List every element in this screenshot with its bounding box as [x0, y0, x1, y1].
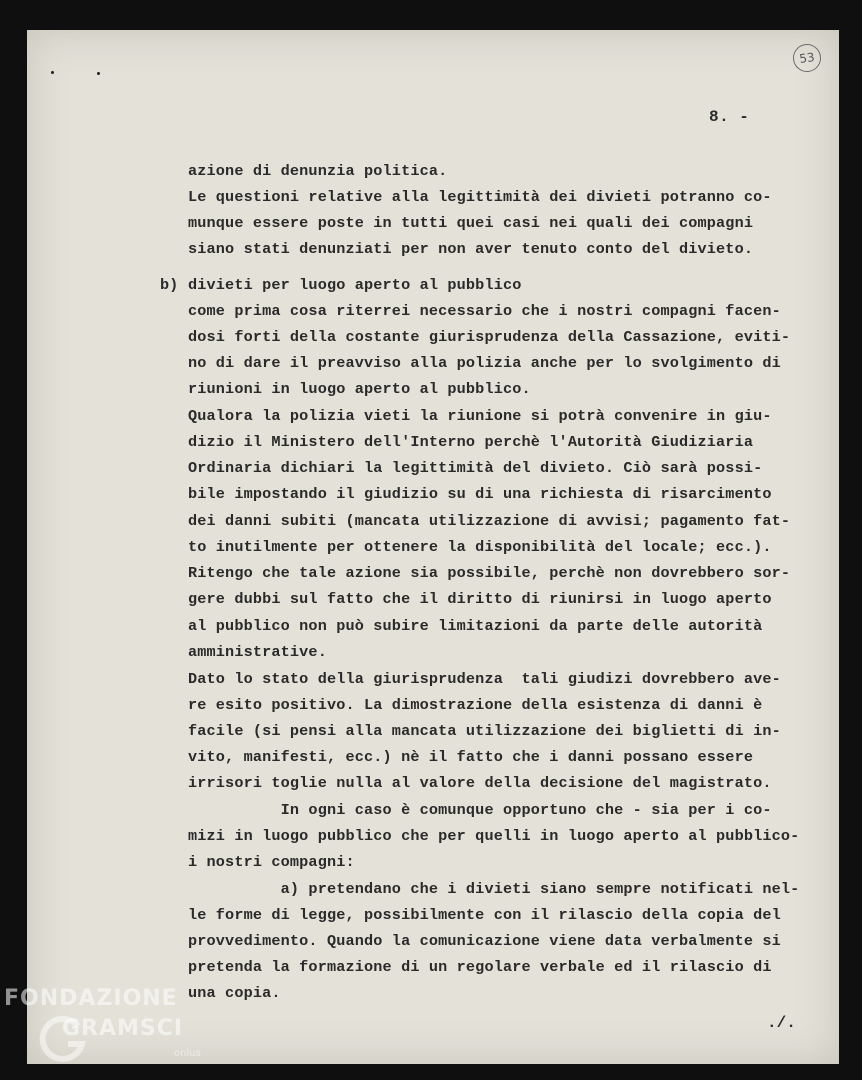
- text-line: Le questioni relative alla legittimità dei divieti potranno co-: [188, 188, 772, 206]
- ink-speck: [97, 72, 100, 75]
- text-line: to inutilmente per ottenere la disponibilità del locale; ecc.).: [188, 538, 772, 556]
- text-line: i nostri compagni:: [188, 853, 355, 871]
- text-line: dosi forti della costante giurisprudenza della Cassazione, eviti-: [188, 328, 791, 346]
- text-line: dizio il Ministero dell'Interno perchè l'Autorità Giudiziaria: [188, 433, 754, 451]
- text-line: vito, manifesti, ecc.) nè il fatto che i danni possano essere: [188, 748, 754, 766]
- text-line: una copia.: [188, 984, 281, 1002]
- text-line: bile impostando il giudizio su di una richiesta di risarcimento: [188, 485, 772, 503]
- archive-number-stamp: 53: [791, 42, 823, 74]
- text-line: siano stati denunziati per non aver tenuto conto del divieto.: [188, 240, 754, 258]
- text-line: no di dare il preavviso alla polizia anche per lo svolgimento di: [188, 354, 781, 372]
- text-line: gere dubbi sul fatto che il diritto di riunirsi in luogo aperto: [188, 590, 772, 608]
- section-marker-b: b): [160, 276, 179, 294]
- typewritten-page: [27, 30, 839, 1064]
- text-line: amministrative.: [188, 643, 327, 661]
- fondazione-gramsci-watermark: [4, 986, 214, 1078]
- watermark-line-3: onlus: [174, 1048, 201, 1059]
- text-line: provvedimento. Quando la comunicazione viene data verbalmente si: [188, 932, 781, 950]
- text-line: azione di denunzia politica.: [188, 162, 448, 180]
- continuation-mark: ./.: [767, 1014, 796, 1032]
- text-line: Ordinaria dichiari la legittimità del divieto. Ciò sarà possi-: [188, 459, 763, 477]
- text-line: mizi in luogo pubblico che per quelli in luogo aperto al pubblico-: [188, 827, 800, 845]
- text-line: le forme di legge, possibilmente con il rilascio della copia del: [188, 906, 781, 924]
- watermark-line-2: GRAMSCI: [62, 1016, 184, 1041]
- text-line: come prima cosa riterrei necessario che i nostri compagni facen-: [188, 302, 781, 320]
- text-line: al pubblico non può subire limitazioni da parte delle autorità: [188, 617, 763, 635]
- text-line: a) pretendano che i divieti siano sempre notificati nel-: [188, 880, 800, 898]
- text-line: Qualora la polizia vieti la riunione si potrà convenire in giu-: [188, 407, 772, 425]
- text-line: Ritengo che tale azione sia possibile, perchè non dovrebbero sor-: [188, 564, 791, 582]
- page-number: 8. -: [709, 108, 750, 126]
- text-line: facile (si pensi alla mancata utilizzazione dei biglietti di in-: [188, 722, 781, 740]
- text-line: dei danni subiti (mancata utilizzazione di avvisi; pagamento fat-: [188, 512, 791, 530]
- text-line: re esito positivo. La dimostrazione della esistenza di danni è: [188, 696, 763, 714]
- ink-speck: [51, 71, 54, 74]
- section-heading: divieti per luogo aperto al pubblico: [188, 276, 522, 294]
- text-line: pretenda la formazione di un regolare verbale ed il rilascio di: [188, 958, 772, 976]
- text-line: riunioni in luogo aperto al pubblico.: [188, 380, 531, 398]
- watermark-line-1: FONDAZIONE: [4, 986, 178, 1011]
- text-line: irrisori toglie nulla al valore della decisione del magistrato.: [188, 774, 772, 792]
- text-line: Dato lo stato della giurisprudenza tali giudizi dovrebbero ave-: [188, 670, 781, 688]
- text-line: In ogni caso è comunque opportuno che - sia per i co-: [188, 801, 772, 819]
- text-line: munque essere poste in tutti quei casi nei quali dei compagni: [188, 214, 754, 232]
